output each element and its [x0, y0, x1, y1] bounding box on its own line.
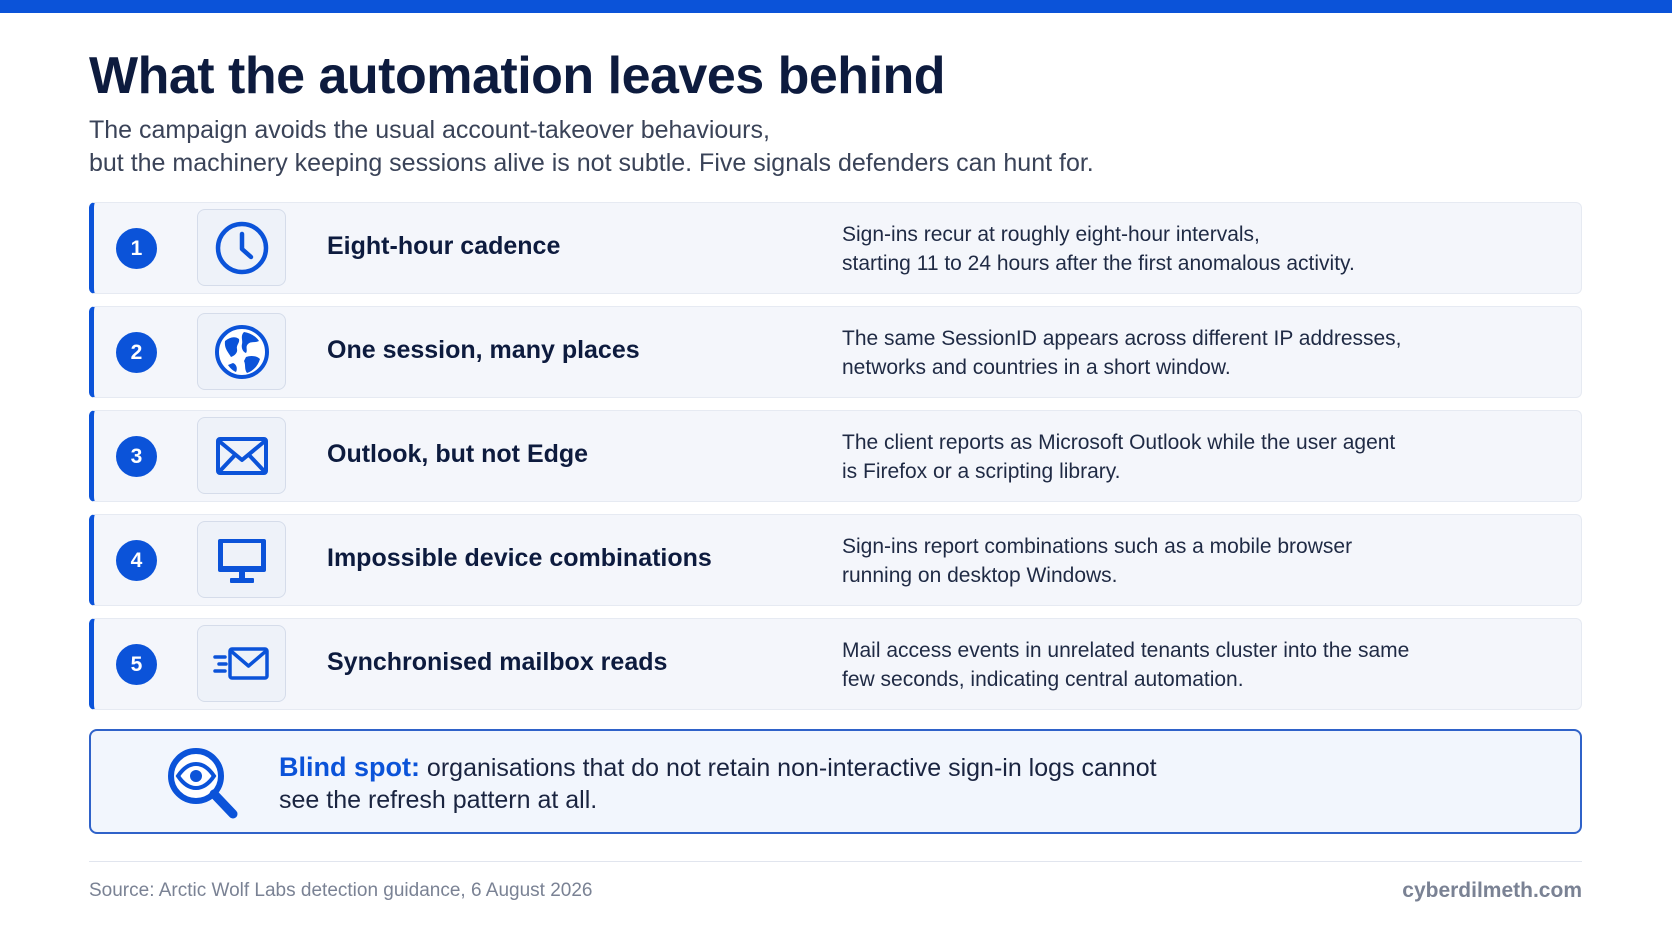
- number-badge: 2: [116, 332, 157, 373]
- signal-row-1: [89, 202, 1582, 294]
- signal-description: [842, 636, 1542, 694]
- site-name: cyberdilmeth.com: [1402, 879, 1582, 902]
- description-line: is Firefox or a scripting library.: [842, 460, 1121, 483]
- number-badge: 3: [116, 436, 157, 477]
- signal-row-5: [89, 618, 1582, 710]
- number-badge: 5: [116, 644, 157, 685]
- signal-icon-box: [197, 209, 286, 286]
- signal-icon-box: [197, 625, 286, 702]
- description-line: few seconds, indicating central automation.: [842, 668, 1244, 691]
- source-citation: Source: Arctic Wolf Labs detection guidance, 6 August 2026: [89, 880, 593, 901]
- signal-title: One session, many places: [327, 336, 640, 364]
- subtitle-line-2: but the machinery keeping sessions alive is not subtle. Five signals defenders can hunt for.: [89, 149, 1094, 177]
- fast-mail-icon: [213, 635, 271, 693]
- callout-line-2: see the refresh pattern at all.: [279, 786, 598, 814]
- footer-divider: [89, 861, 1582, 862]
- clock-icon: [213, 219, 271, 277]
- description-line: running on desktop Windows.: [842, 564, 1118, 587]
- signal-icon-box: [197, 521, 286, 598]
- signal-row-3: [89, 410, 1582, 502]
- signal-title: Eight-hour cadence: [327, 232, 561, 260]
- page-title: What the automation leaves behind: [89, 47, 946, 105]
- signal-title: Outlook, but not Edge: [327, 440, 589, 468]
- blind-spot-callout: [89, 729, 1582, 834]
- number-badge: 1: [116, 228, 157, 269]
- signal-description: [842, 428, 1542, 486]
- description-line: Mail access events in unrelated tenants cluster into the same: [842, 639, 1410, 662]
- globe-icon: [213, 323, 271, 381]
- callout-label: Blind spot:: [279, 752, 420, 782]
- callout-text-part: organisations that do not retain non-interactive sign-in logs cannot: [419, 754, 1157, 782]
- signal-title: Synchronised mailbox reads: [327, 648, 668, 676]
- description-line: networks and countries in a short window.: [842, 356, 1231, 379]
- number-badge: 4: [116, 540, 157, 581]
- description-line: The client reports as Microsoft Outlook while the user agent: [842, 431, 1396, 454]
- signal-description: [842, 220, 1542, 278]
- signal-title: Impossible device combinations: [327, 544, 712, 572]
- description-line: starting 11 to 24 hours after the first anomalous activity.: [842, 252, 1355, 275]
- description-line: Sign-ins report combinations such as a mobile browser: [842, 535, 1353, 558]
- callout-line-1: [279, 751, 1479, 784]
- envelope-icon: [213, 427, 271, 485]
- top-accent-bar: [0, 0, 1672, 13]
- signal-row-2: [89, 306, 1582, 398]
- description-line: The same SessionID appears across different IP addresses,: [842, 327, 1402, 350]
- description-line: Sign-ins recur at roughly eight-hour intervals,: [842, 223, 1260, 246]
- subtitle-line-1: The campaign avoids the usual account-takeover behaviours,: [89, 116, 770, 144]
- callout-text: [279, 751, 1479, 816]
- eye-magnifier-icon: [163, 745, 243, 823]
- page-subtitle: [89, 114, 1289, 180]
- monitor-icon: [213, 531, 271, 589]
- signal-icon-box: [197, 313, 286, 390]
- signal-description: [842, 532, 1542, 590]
- signal-icon-box: [197, 417, 286, 494]
- signal-row-4: [89, 514, 1582, 606]
- signal-description: [842, 324, 1542, 382]
- signal-list: [89, 202, 1582, 722]
